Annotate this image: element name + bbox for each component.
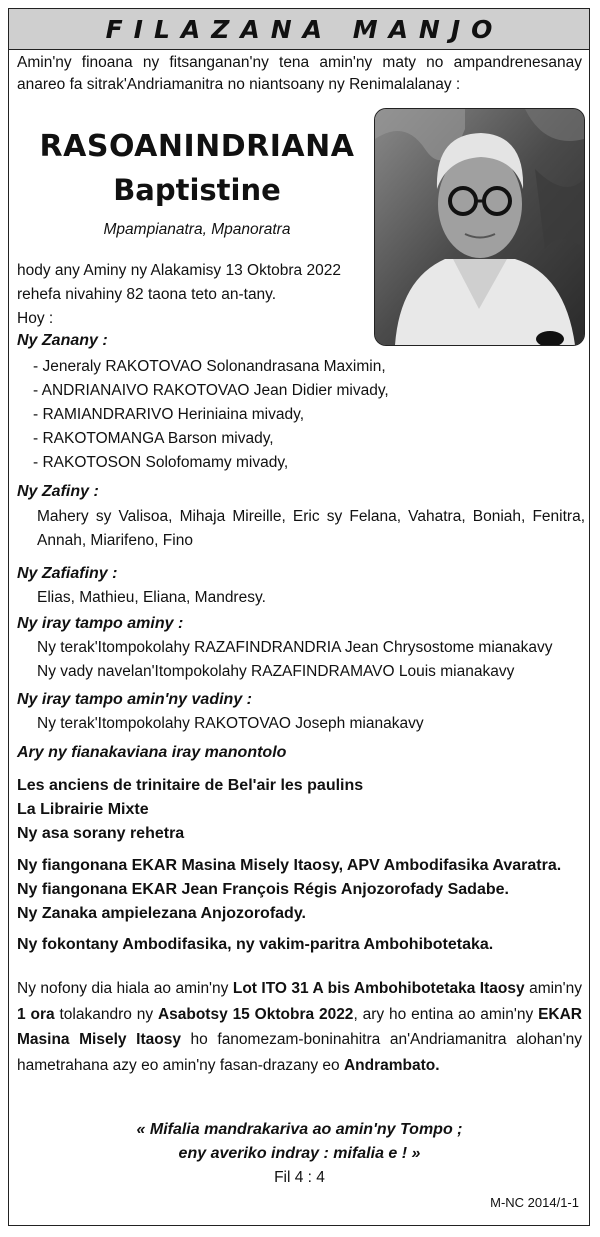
list-item: - Jeneraly RAKOTOVAO Solonandrasana Maximin, (33, 358, 386, 375)
funeral-text: Ny nofony dia hiala ao amin'ny (17, 980, 233, 997)
section-heading-tampo-vadiny: Ny iray tampo amin'ny vadiny : (17, 691, 252, 708)
portrait-photo-icon (375, 109, 584, 345)
death-date-line: hody any Aminy ny Alakamisy 13 Oktobra 2022 (17, 262, 341, 279)
funeral-bold: EKAR Masina Misely Itaosy (17, 1005, 582, 1048)
group-line: Ny asa sorany rehetra (17, 825, 185, 842)
obituary-notice (8, 8, 590, 1226)
verse-line-2: eny averiko indray : mifalia e ! » (178, 1145, 421, 1162)
section-heading-fianakaviana: Ary ny fianakaviana iray manontolo (17, 744, 287, 761)
group-line: Ny fokontany Ambodifasika, ny vakim-paritra Ambohibotetaka. (17, 936, 494, 953)
section-heading-zanany: Ny Zanany : (17, 332, 108, 349)
deceased-profession: Mpampianatra, Mpanoratra (103, 221, 291, 238)
deceased-surname: RASOANINDRIANA (39, 129, 355, 164)
funeral-bold: Lot ITO 31 A bis Ambohibotetaka Itaosy (232, 980, 525, 997)
verse-line-1: « Mifalia mandrakariva ao amin'ny Tompo ; (136, 1121, 463, 1138)
reference-code: M-NC 2014/1-1 (490, 1195, 579, 1210)
list-item: - RAKOTOMANGA Barson mivady, (33, 430, 274, 447)
list-item: Ny terak'Itompokolahy RAKOTOVAO Joseph mianakavy (37, 715, 424, 732)
verse-reference: Fil 4 : 4 (274, 1169, 325, 1186)
funeral-text: ho fanomezam-boninahitra an'Andriamanitra alohan'ny hametrahana azy eo amin'ny fasan-drazany eo (17, 1031, 582, 1074)
death-age-line: rehefa nivahiny 82 taona teto an-tany. (17, 286, 277, 303)
list-item: - RAKOTOSON Solofomamy mivady, (33, 454, 289, 471)
funeral-bold: 1 ora (17, 1005, 55, 1023)
header-banner (9, 9, 589, 50)
deceased-firstname: Baptistine (113, 173, 281, 207)
hoy-line: Hoy : (17, 310, 54, 327)
group-line: Ny fiangonana EKAR Masina Misely Itaosy, APV Ambodifasika Avaratra. (17, 857, 562, 874)
funeral-bold: Asabotsy 15 Oktobra 2022 (157, 1005, 354, 1023)
funeral-bold: Andrambato. (343, 1056, 440, 1074)
group-line: Ny Zanaka ampielezana Anjozorofady. (17, 905, 306, 922)
funeral-text: , ary ho entina ao amin'ny (353, 1005, 539, 1023)
group-line: La Librairie Mixte (17, 801, 149, 818)
list-item: - ANDRIANAIVO RAKOTOVAO Jean Didier mivady, (33, 382, 389, 399)
section-heading-zafiny: Ny Zafiny : (17, 483, 99, 500)
intro-text: Amin'ny finoana ny fitsanganan'ny tena amin'ny maty no ampandrenesanay anareo fa sitrak'Andriamanitra no niantsoany ny Renimalalanay : (17, 54, 582, 93)
zafiny-text: Mahery sy Valisoa, Mihaja Mireille, Eric sy Felana, Vahatra, Boniah, Fenitra, Annah, Miarifeno, Fino (37, 508, 585, 549)
funeral-paragraph (17, 976, 582, 1078)
funeral-text: tolakandro ny (54, 1005, 158, 1023)
list-item: Ny terak'Itompokolahy RAZAFINDRANDRIA Jean Chrysostome mianakavy (37, 639, 553, 656)
list-item: Ny vady navelan'Itompokolahy RAZAFINDRAMAVO Louis mianakavy (37, 663, 515, 680)
list-item: - RAMIANDRARIVO Heriniaina mivady, (33, 406, 305, 423)
group-line: Les anciens de trinitaire de Bel'air les paulins (17, 777, 364, 794)
section-heading-zafiafiny: Ny Zafiafiny : (17, 565, 118, 582)
header-title: FILAZANA MANJO (105, 14, 504, 44)
section-heading-tampo-aminy: Ny iray tampo aminy : (17, 615, 184, 632)
portrait-photo (374, 108, 585, 346)
group-line: Ny fiangonana EKAR Jean François Régis Anjozorofady Sadabe. (17, 881, 509, 898)
funeral-text: amin'ny (524, 980, 582, 997)
zafiafiny-text: Elias, Mathieu, Eliana, Mandresy. (37, 589, 266, 606)
